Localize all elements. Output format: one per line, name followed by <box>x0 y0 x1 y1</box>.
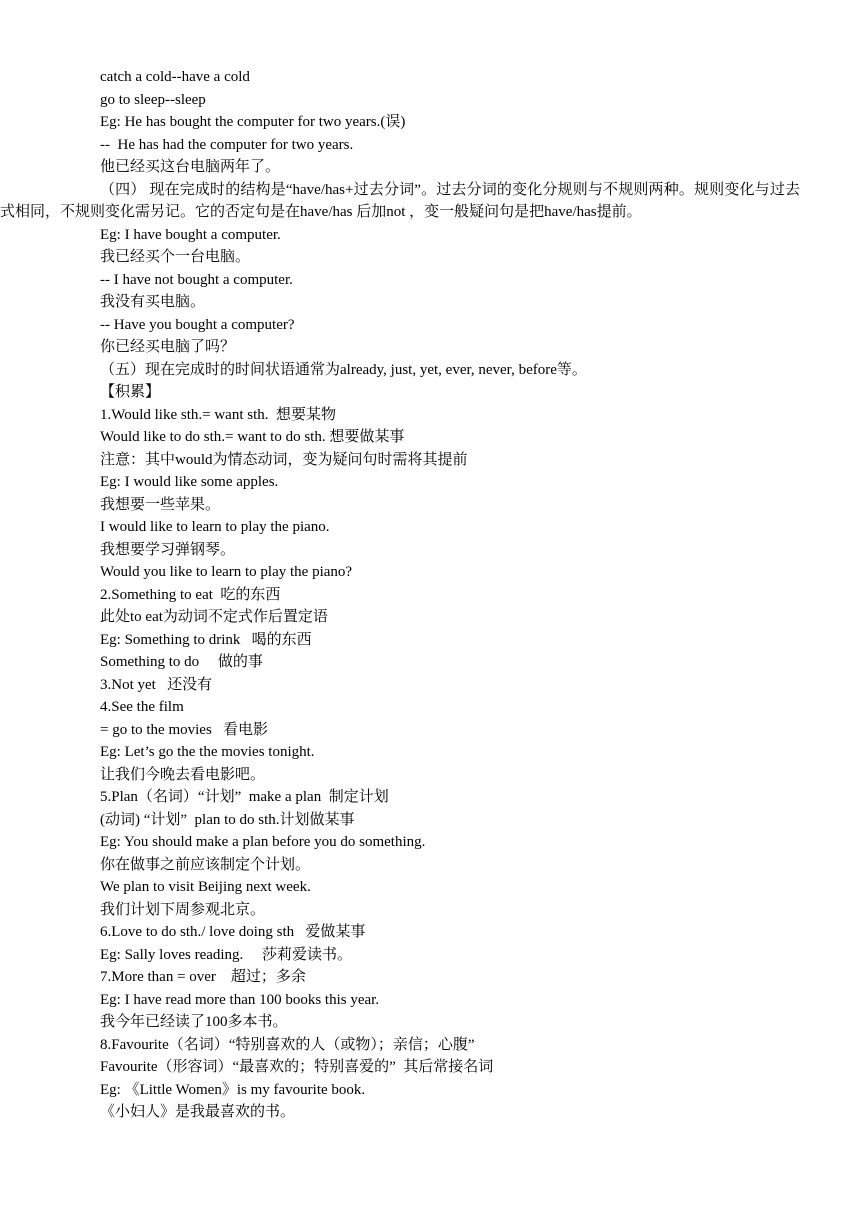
text-line: 让我们今晚去看电影吧。 <box>100 766 266 783</box>
document-body <box>0 66 800 1124</box>
text-line: Eg: Sally loves reading. 莎莉爱读书。 <box>100 946 353 963</box>
text-line: 3.Not yet 还没有 <box>100 676 213 693</box>
text-line: (动词) “计划” plan to do sth.计划做某事 <box>100 811 355 828</box>
text-line: Would like to do sth.= want to do sth. 想要做某事 <box>100 429 405 445</box>
text-line: Eg: Something to drink 喝的东西 <box>100 631 312 648</box>
text-line: 7.More than = over 超过；多余 <box>100 969 306 985</box>
text-line: 1.Would like sth.= want sth. 想要某物 <box>100 406 336 423</box>
text-line: We plan to visit Beijing next week. <box>100 879 311 895</box>
text-line: catch a cold--have a cold <box>100 69 250 85</box>
text-line: Eg: I have bought a computer. <box>100 226 281 243</box>
text-line: 你在做事之前应该制定个计划。 <box>100 856 311 873</box>
text-line: Eg: He has bought the computer for two years.(误) <box>100 114 406 130</box>
text-line: 他已经买这台电脑两年了。 <box>100 159 281 175</box>
text-line: 我想要一些苹果。 <box>100 496 221 513</box>
text-line: Eg: I would like some apples. <box>100 474 279 490</box>
text-line: 8.Favourite（名词）“特别喜欢的人（或物）；亲信；心腹” <box>100 1036 475 1053</box>
text-line: go to sleep--sleep <box>100 91 206 108</box>
text-line: 6.Love to do sth./ love doing sth 爱做某事 <box>100 924 366 940</box>
text-line: Eg: You should make a plan before you do something. <box>100 834 426 850</box>
text-line: -- He has had the computer for two years. <box>100 136 354 153</box>
text-line: Something to do 做的事 <box>100 654 263 670</box>
text-line: 5.Plan（名词）“计划” make a plan 制定计划 <box>100 789 389 805</box>
structure-paragraph: （四） 现在完成时的结构是“have/has+过去分词”。过去分词的变化分规则与不规则两种。规则变化与过去式相同，不规则变化需另记。它的否定句是在have/has 后加not ，变一般疑问句是把have/has提前。 <box>0 181 800 220</box>
text-line: 我们计划下周参观北京。 <box>100 901 266 918</box>
text-line: 注意：其中would为情态动词，变为疑问句时需将其提前 <box>100 451 468 468</box>
section-heading: 【积累】 <box>100 384 161 400</box>
text-line: 《小妇人》是我最喜欢的书。 <box>100 1104 296 1120</box>
text-line: 我没有买电脑。 <box>100 294 206 310</box>
text-line: Favourite（形容词）“最喜欢的；特别喜爱的” 其后常接名词 <box>100 1059 494 1075</box>
text-line: 我已经买个一台电脑。 <box>100 249 251 265</box>
text-line: 4.See the film <box>100 699 184 715</box>
text-line: 我今年已经读了100多本书。 <box>100 1014 288 1030</box>
text-line: 你已经买电脑了吗？ <box>100 339 236 355</box>
text-line: Would you like to learn to play the piano? <box>100 564 353 580</box>
text-line: 2.Something to eat 吃的东西 <box>100 586 281 603</box>
text-line: I would like to learn to play the piano. <box>100 519 330 535</box>
text-line: Eg: Let’s go the the movies tonight. <box>100 744 315 760</box>
text-line: -- Have you bought a computer? <box>100 316 295 333</box>
text-line: Eg: I have read more than 100 books this year. <box>100 991 380 1008</box>
text-line: = go to the movies 看电影 <box>100 721 269 738</box>
text-line: 我想要学习弹钢琴。 <box>100 541 236 558</box>
text-line: 此处to eat为动词不定式作后置定语 <box>100 609 328 625</box>
text-line: （五）现在完成时的时间状语通常为already, just, yet, ever, never, before等。 <box>100 361 587 378</box>
text-line: Eg: 《Little Women》is my favourite book. <box>100 1081 366 1098</box>
text-line: -- I have not bought a computer. <box>100 271 293 288</box>
